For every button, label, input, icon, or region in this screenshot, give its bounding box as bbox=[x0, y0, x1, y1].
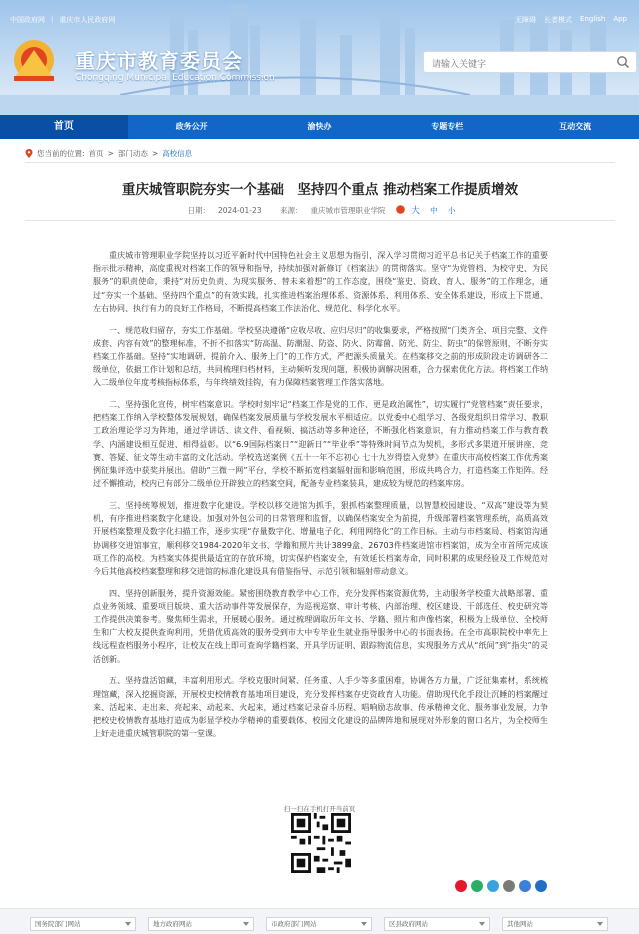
footer-select-local-gov[interactable]: 地方政府网站 bbox=[148, 917, 254, 931]
nav-gov-affairs[interactable]: 政务公开 bbox=[175, 122, 208, 131]
accessibility-link[interactable]: 无障碍 bbox=[515, 16, 537, 24]
breadcrumb-current[interactable]: 高校信息 bbox=[162, 149, 193, 158]
article-body bbox=[93, 249, 548, 749]
font-size-large[interactable]: 大 bbox=[411, 206, 420, 216]
search-input[interactable] bbox=[432, 55, 612, 75]
english-link[interactable]: English bbox=[580, 15, 606, 23]
paragraph: 二、坚持强化宣传，树牢档案意识。学校时刻牢记“档案工作是党的工作、更是政治属性”，切实履行“党管档案”责任要求，把档案工作纳入学校整体发展规划，确保档案发展质量与学校发展水平相适应。以党委中心组学习、各级党组织日常学习、教职工政治理论学习为阵地，通过学讲话、读文件、看视频、搞活动等多种途径，不断强化档案意识，有力推动档案工作与教育教学、内涵建设相互促进、相得益彰。以“6.9国际档案日”“迎新日”“毕业季”等特殊时间节点为契机，多形式多渠道开展讲座、竞赛、答疑、征文等生动丰富的文化活动。学校选送案例《五十一年不忘初心 七十九岁得偿入党梦》在重庆市高校档案工作优秀案例征集评选中获奖并展出。借助“三微一网”平台，学校不断拓宽档案辐射面和影响范围，形成共鸣合力，打造档案工作矩阵。经过不懈推动，校内已有部分二级单位开辟独立的档案空间，配备专业档案装具，建成较为规范的档案库房。 bbox=[93, 400, 548, 489]
chevron-down-icon bbox=[125, 922, 131, 926]
emblem-logo-icon bbox=[8, 38, 60, 84]
nav-special-topics[interactable]: 专题专栏 bbox=[431, 122, 464, 131]
paragraph: 一、规范收归留存，夯实工作基础。学校坚决遵循“应收尽收、应归尽归”的收集要求，严格按照“门类齐全、项目完整、文件成套、内容有效”的整理标准，不折不扣落实“防高温、防潮湿、防盗、防火、防霉菌、防光、防尘、防虫”的保管原则，不断夯实档案工作基础。坚持“实地调研、提前介入、服务上门”的工作方式，严把源头质量关。在档案移交之前的形成阶段走访调研各二级单位，依据工作计划和总结，共同梳理归档材料，主动频听发现问题，积极协调解决困难，合力探索优化方法。将档案工作纳入二级单位年度考核指标体系，与年终绩效挂钩，有力保障档案管理工作落实落地。 bbox=[93, 325, 548, 388]
font-size-medium[interactable]: 中 bbox=[430, 206, 438, 215]
app-link[interactable]: App bbox=[613, 15, 627, 23]
site-subtitle: Chongqing Municipal Education Commission bbox=[75, 73, 275, 83]
font-size-icon bbox=[396, 205, 405, 214]
article-date: 2024-01-23 bbox=[217, 206, 262, 215]
breadcrumb-home[interactable]: 首页 bbox=[88, 149, 104, 158]
article-title: 重庆城管职院夯实一个基础 坚持四个重点 推动档案工作提质增效 bbox=[121, 182, 519, 198]
qr-caption: 扫一扫在手机打开当前页 bbox=[283, 805, 356, 813]
nav-yukuaiban[interactable]: 渝快办 bbox=[307, 122, 332, 131]
elder-mode-link[interactable]: 长者模式 bbox=[544, 16, 573, 24]
qzone-share-icon[interactable] bbox=[487, 880, 499, 892]
print-icon[interactable] bbox=[503, 880, 515, 892]
top-links: 中国政府网 | 重庆市人民政府网 bbox=[10, 15, 116, 24]
chevron-down-icon bbox=[243, 922, 249, 926]
utility-links bbox=[515, 15, 627, 25]
divider bbox=[25, 162, 615, 163]
weibo-share-icon[interactable] bbox=[455, 880, 467, 892]
email-share-icon[interactable] bbox=[519, 880, 531, 892]
date-label: 日期： bbox=[187, 206, 210, 215]
wechat-share-icon[interactable] bbox=[471, 880, 483, 892]
font-size-small[interactable]: 小 bbox=[448, 206, 456, 215]
qr-code-icon bbox=[291, 813, 351, 873]
paragraph: 重庆城市管理职业学院坚持以习近平新时代中国特色社会主义思想为指引，深入学习贯彻习近平总书记关于档案工作的重要指示批示精神，高度重视对档案工作的领导和指导，持续加强对新修订《档案法》的贯彻落实。坚守“为党管档、为校守史、为民服务”的职责使命，秉持“对历史负责、为现实服务、替未来着想”的工作态度，围绕“鉴史、资政、育人、服务”的工作理念，通过“夯实一个基础、坚持四个重点”的有效实践，扎实推进档案治理体系、资源体系、利用体系、安全体系建设，形成上下贯通、左右协同、执行有力的良好工作格局，不断提高档案工作法治化、规范化、科学化水平。 bbox=[93, 251, 548, 313]
share-bar bbox=[455, 880, 547, 892]
nav-interaction[interactable]: 互动交流 bbox=[559, 122, 592, 131]
footer-select-other[interactable]: 其他网站 bbox=[502, 917, 608, 931]
search-icon[interactable] bbox=[616, 55, 630, 69]
footer-select-state-council[interactable]: 国务院部门网站 bbox=[30, 917, 136, 931]
site-title: 重庆市教育委员会 bbox=[75, 49, 243, 73]
main-nav bbox=[0, 115, 639, 139]
search-box bbox=[423, 51, 637, 73]
footer-select-district[interactable]: 区县政府网站 bbox=[384, 917, 490, 931]
chevron-down-icon bbox=[361, 922, 367, 926]
breadcrumb-label: 您当前的位置: bbox=[37, 149, 85, 158]
divider bbox=[25, 220, 615, 221]
paragraph: 三、坚持统筹规划，推进数字化建设。学校以移交进馆为抓手，狠抓档案整理质量，以智慧校园建设、“双高”建设等为契机，有序推进档案数字化建设。加强对外包公司的日常管理和监督，以确保档案安全为前提，升级部署档案管理系统，高质高效开展档案整理及数字化扫描工作，逐步实现“存量数字化、增量电子化、利用网络化”的工作目标。主动与市档案局、档案馆沟通协调移交进馆事宜，顺利移交1984-2020年文书、学籍和照片共计3899盒、26703件档案进馆市档案馆，成为全市首所完成该项工作的高校。为档案实体提供最适宜的存放环境，切实保护档案安全，有效延长档案寿命，同时积累的成果经验及工作规范对今后其他高校档案整理和移交进馆的标准化建设具有借鉴指导、示范引领和辐射带动意义。 bbox=[93, 500, 548, 576]
top-link-gov[interactable]: 中国政府网 bbox=[10, 16, 45, 24]
chevron-down-icon bbox=[479, 922, 485, 926]
paragraph: 四、坚持创新服务，提升资源效能。紧密围绕教育教学中心工作，充分发挥档案资源优势，主动服务学校重大战略部署、重点业务领域、重要项目版块、重大活动事件等发展保存，为巡视巡察、审计考核、内部治理、校区建设、干部选任、校史研究等工作提供决策参考。聚焦师生需求，开展暖心服务。通过梳理调取历年文书、学籍、照片和声像档案，积极为上级单位、全校师生和广大校友提供查询利用，凭借优质高效的服务受到市大中专毕业生就业指导服务中心的书面表扬。在全市高职院校中率先上线远程查档服务小程序，让校友在线上即可查询学籍档案、开具学历证明、跟踪物流信息，实现服务方式从“纸间”到“指尖”的灵活创新。 bbox=[93, 588, 548, 664]
breadcrumb-dept-news[interactable]: 部门动态 bbox=[117, 149, 148, 158]
footer-links-bar bbox=[0, 908, 639, 934]
breadcrumb: 您当前的位置: 首页 > 部门动态 > 高校信息 bbox=[25, 148, 192, 159]
top-link-cq-gov[interactable]: 重庆市人民政府网 bbox=[59, 16, 116, 24]
nav-home[interactable]: 首页 bbox=[0, 115, 128, 139]
paragraph: 五、坚持盘活馆藏，丰富利用形式。学校克服时间紧、任务重、人手少等多重困难，协调各方力量，广泛征集素材，系统梳理馆藏，深入挖掘资源，开展校史校情教育基地项目建设，充分发挥档案存史资政育人功能。借助现代化手段让沉睡的档案醒过来、活起来、走出来、亮起来、动起来、火起来，通过档案记录奋斗历程、唱响励志故事、传承精神文化、服务事业发展，力争把校史校情教育基地打造成为彰显学校办学精神的重要载体、校园文化建设的品牌阵地和展现对外形象的窗口名片，为全校师生上好走进重庆城管职院的第一堂课。 bbox=[93, 676, 548, 739]
footer-select-city-dept[interactable]: 市政府部门网站 bbox=[266, 917, 372, 931]
location-pin-icon bbox=[25, 149, 33, 158]
article-meta bbox=[0, 204, 639, 216]
site-header bbox=[0, 0, 639, 115]
source-label: 来源： bbox=[279, 206, 303, 215]
copy-link-icon[interactable] bbox=[535, 880, 547, 892]
chevron-down-icon bbox=[597, 922, 603, 926]
article-source: 重庆城市管理职业学院 bbox=[310, 206, 386, 215]
